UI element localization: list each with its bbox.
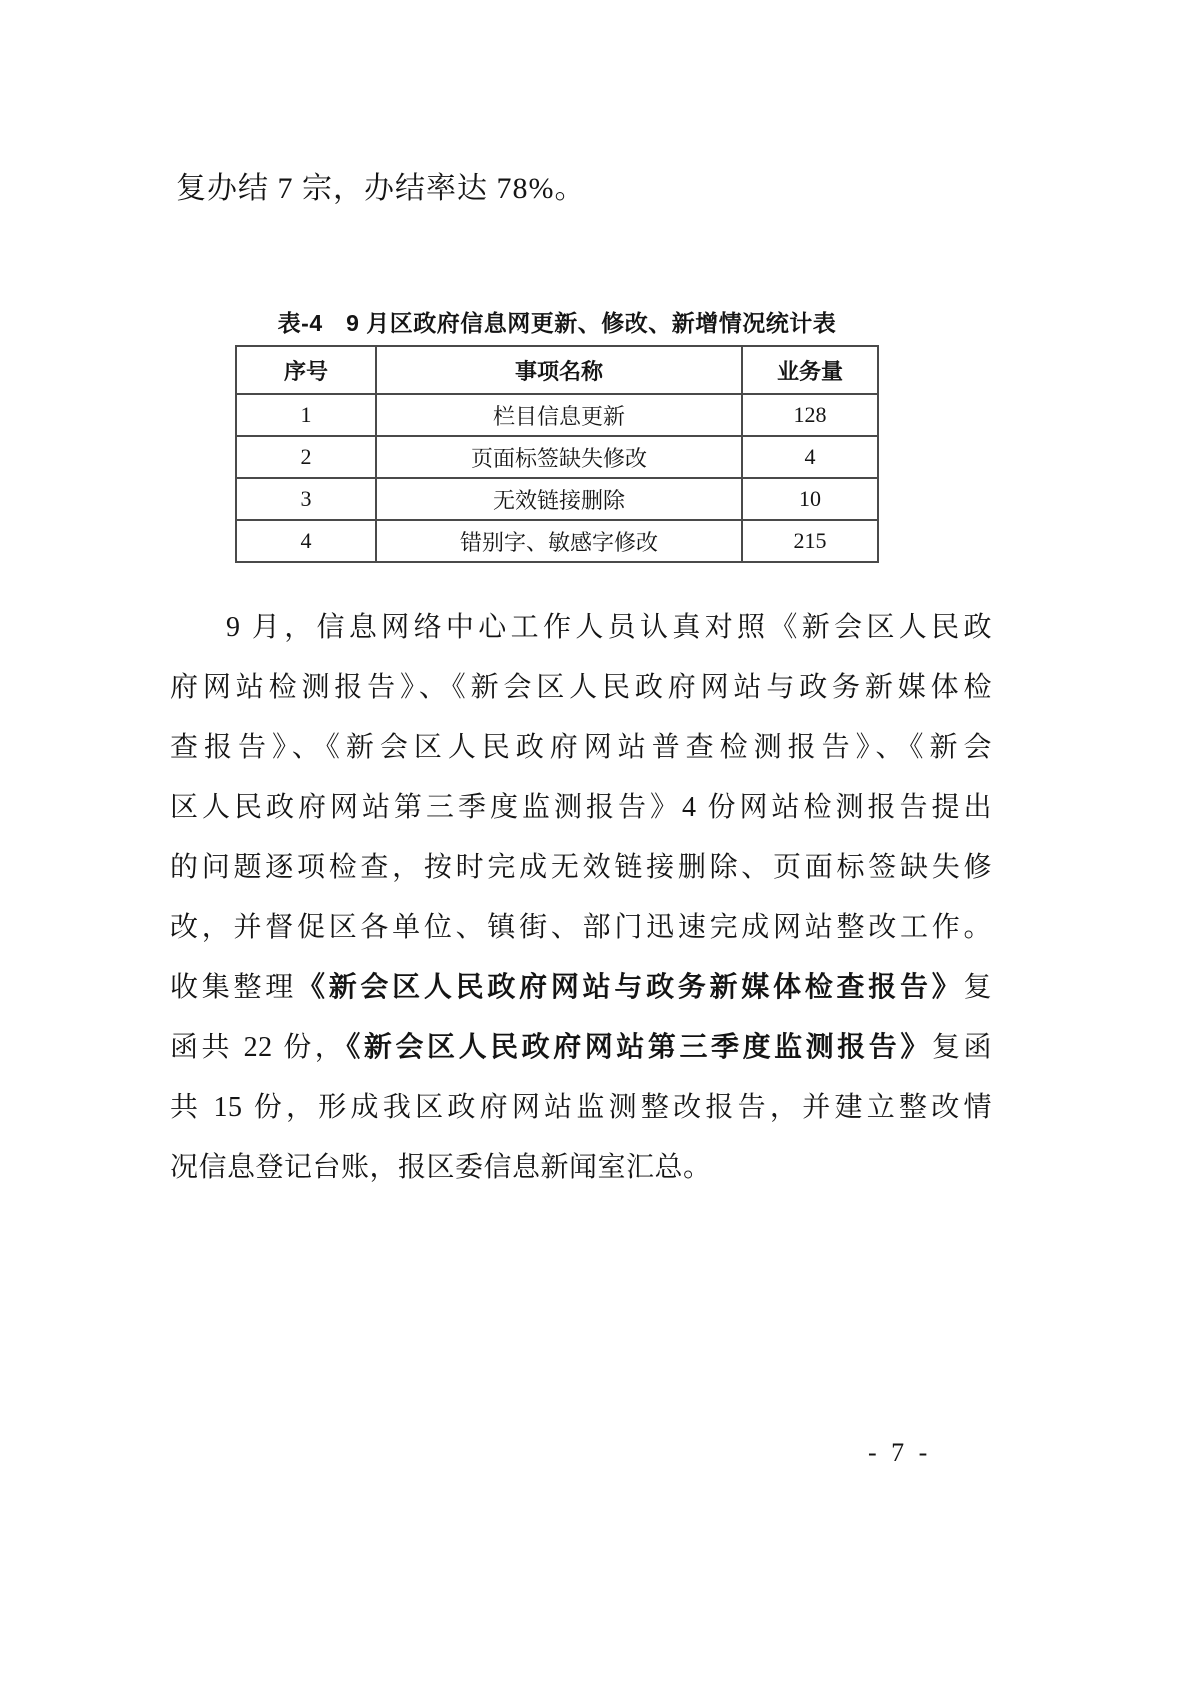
paragraph-line xyxy=(170,778,992,838)
text-segment: 函共 22 份， xyxy=(170,1032,347,1063)
table-body xyxy=(236,394,878,562)
table-row xyxy=(236,436,878,478)
text-segment: 收集整理 xyxy=(170,972,297,1003)
paragraph-line xyxy=(170,658,992,718)
text-segment: 9 月，信息网络中心工作人员认真对照《新会区人民政 xyxy=(226,612,992,643)
paragraph-line xyxy=(170,1138,992,1198)
paragraph-line xyxy=(170,958,992,1018)
table-cell: 3 xyxy=(236,478,376,520)
table-cell: 1 xyxy=(236,394,376,436)
text-segment: 改，并督促区各单位、镇街、部门迅速完成网站整改工作。 xyxy=(170,912,992,943)
stats-table xyxy=(235,345,879,563)
report-title-emphasis: 《新会区人民政府网站第三季度监测报告》 xyxy=(346,1032,932,1063)
page-number: - 7 - xyxy=(868,1438,932,1467)
paragraph-line xyxy=(170,718,992,778)
table-header-row xyxy=(236,346,878,394)
table-title: 表-4 9 月区政府信息网更新、修改、新增情况统计表 xyxy=(277,310,837,336)
table-cell: 4 xyxy=(236,520,376,562)
paragraph-line xyxy=(170,838,992,898)
table-cell: 4 xyxy=(742,436,878,478)
text-segment: 复函 xyxy=(931,1032,992,1063)
table-cell: 栏目信息更新 xyxy=(376,394,742,436)
text-segment: 查报告》、《新会区人民政府网站普查检测报告》、《新会 xyxy=(170,732,992,763)
text-segment: 况信息登记台账，报区委信息新闻室汇总。 xyxy=(170,1152,712,1183)
table-cell: 2 xyxy=(236,436,376,478)
table-cell: 错别字、敏感字修改 xyxy=(376,520,742,562)
paragraph-line xyxy=(170,1078,992,1138)
report-title-emphasis: 《新会区人民政府网站与政务新媒体检查报告》 xyxy=(296,972,964,1003)
table-row xyxy=(236,520,878,562)
text-segment: 的问题逐项检查，按时完成无效链接删除、页面标签缺失修 xyxy=(170,852,992,883)
table-header xyxy=(236,346,878,394)
table-cell: 页面标签缺失修改 xyxy=(376,436,742,478)
text-segment: 区人民政府网站第三季度监测报告》4 份网站检测报告提出 xyxy=(170,792,992,823)
intro-paragraph: 复办结 7 宗，办结率达 78%。 xyxy=(176,172,586,205)
text-segment: 府网站检测报告》、《新会区人民政府网站与政务新媒体检 xyxy=(170,672,992,703)
table-cell: 215 xyxy=(742,520,878,562)
table-section xyxy=(235,305,879,563)
paragraph-line xyxy=(170,1018,992,1078)
table-row xyxy=(236,394,878,436)
text-segment: 复 xyxy=(963,972,992,1003)
table-cell: 128 xyxy=(742,394,878,436)
table-cell: 10 xyxy=(742,478,878,520)
table-cell: 无效链接删除 xyxy=(376,478,742,520)
table-header-cell: 序号 xyxy=(236,346,376,394)
paragraph-line xyxy=(170,598,992,658)
main-paragraph xyxy=(170,598,992,1198)
table-header-cell: 业务量 xyxy=(742,346,878,394)
table-row xyxy=(236,478,878,520)
text-segment: 共 15 份，形成我区政府网站监测整改报告，并建立整改情 xyxy=(170,1092,992,1123)
paragraph-line xyxy=(170,898,992,958)
table-header-cell: 事项名称 xyxy=(376,346,742,394)
